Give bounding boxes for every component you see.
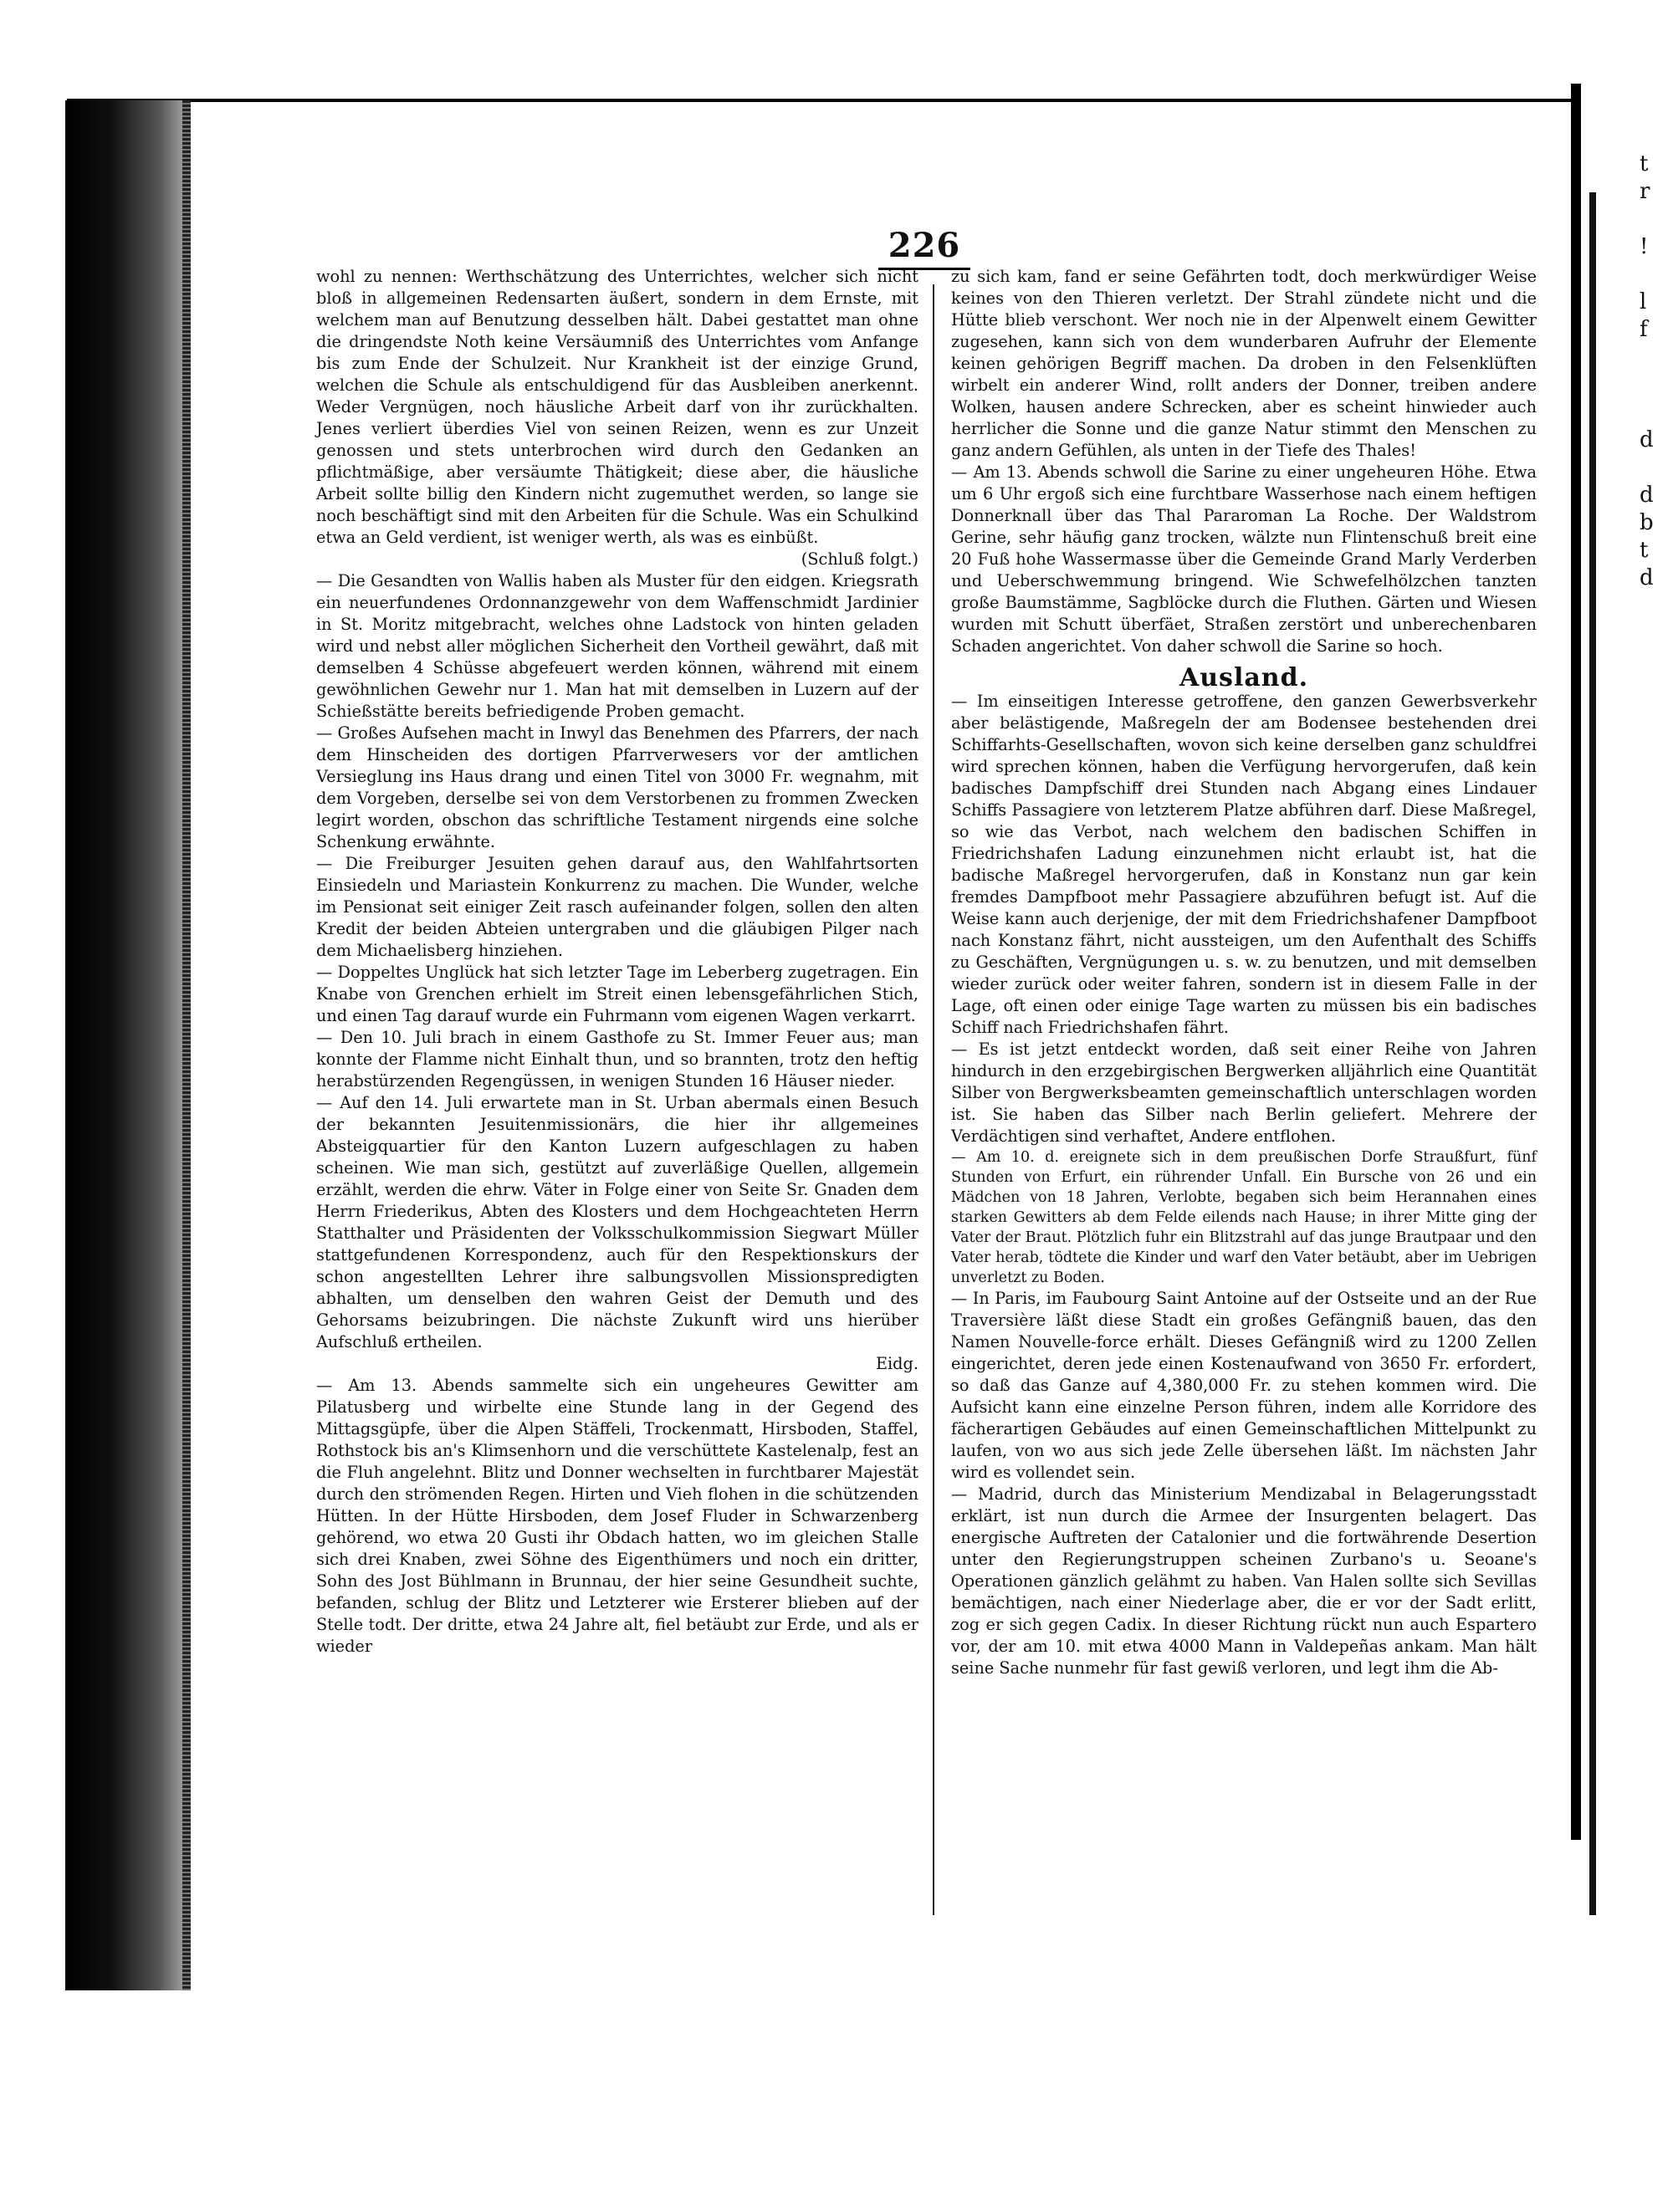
- column-divider: [933, 284, 934, 1915]
- paragraph: — Im einseitigen Interesse getroffene, den ganzen Gewerbsverkehr aber belästigende, Maßregeln der am Bodensee bestehenden drei Schiffarhts-Gesellschaften, wovon sich keine derselben ganz schuldfrei wird sprechen können, haben die Verfügung hervorgerufen, daß kein badisches Dampfschiff drei Stunden nach Abgang eines Lindauer Schiffs Passagiere von letzterem Platze abführen darf. Diese Maßregel, so wie das Verbot, nach welchem den badischen Schiffen in Friedrichshafen Ladung einzunehmen nicht erlaubt ist, hat die badische Maßregel hervorgerufen, daß in Konstanz nun gar kein fremdes Dampfboot mehr Passagiere abzuführen befugt ist. Auf die Weise kann auch derjenige, der mit dem Friedrichshafener Dampfboot nach Konstanz fährt, nicht aussteigen, um den Aufenthalt des Schiffs zu Geschäften, Vergnügungen u. s. w. zu benutzen, und mit demselben wieder zurück oder weiter fahren, sondern ist in diesem Falle in der Lage, oft einen oder einige Tage warten zu müssen bis ein badisches Schiff nach Friedrichshafen fährt.: [951, 692, 1537, 1037]
- right-column: [951, 266, 1537, 1679]
- next-page-fragments: t r ! l f d d b t d: [1640, 151, 1654, 590]
- scan-border: [67, 99, 1573, 102]
- paragraph: — Doppeltes Unglück hat sich letzter Tage im Leberberg zugetragen. Ein Knabe von Grenchen erhielt im Streit einen lebensgefährlichen Stich, und einen Tag darauf wurde ein Fuhrmann vom eigenen Wagen verkarrt.: [316, 963, 918, 1025]
- paragraph: — Den 10. Juli brach in einem Gasthofe zu St. Immer Feuer aus; man konnte der Flamme nicht Einhalt thun, und so brannten, trotz den heftig herabstürzenden Regengüssen, in wenigen Stunden 16 Häuser nieder.: [316, 1028, 918, 1091]
- paragraph: wohl zu nennen: Werthschätzung des Unterrichtes, welcher sich nicht bloß in allgemeinen Redensarten äußert, sondern in dem Ernste, mit welchem man auf Benutzung desselben hält. Dabei gestattet man ohne die dringendste Noth keine Versäumniß des Unterrichtes vom Anfange bis zum Ende der Schulzeit. Nur Krankheit ist der einzige Grund, welchen die Schule als entschuldigend für das Ausbleiben anerkennt. Weder Vergnügen, noch häusliche Arbeit darf von ihr zurückhalten. Jenes verliert überdies Viel von seinen Reizen, wenn es zur Unzeit genossen und stets unterbrochen wird durch den Gedanken an pflichtmäßige, aber versäumte Thätigkeit; diese aber, die häusliche Arbeit sollte billig den Kindern nicht zugemuthet werden, so lange sie noch beschäftigt sind mit den Arbeiten für die Schule. Was ein Schulkind etwa an Geld verdient, ist weniger werth, als was es einbüßt.: [316, 267, 918, 547]
- paragraph: zu sich kam, fand er seine Gefährten todt, doch merkwürdiger Weise keines von den Thieren verletzt. Der Strahl zündete nicht und die Hütte blieb verschont. Wer noch nie in der Alpenwelt einem Gewitter zugesehen, kann sich von dem wunderbaren Aufruhr der Elemente keinen gehörigen Begriff machen. Da droben in den Felsenklüften wirbelt ein anderer Wind, rollt anders der Donner, treiben andere Wolken, hausen andere Schrecken, aber es scheint hinwieder auch herrlicher die Sonne und die ganze Natur stimmt den Menschen zu ganz andern Gefühlen, als unten in der Tiefe des Thales!: [951, 267, 1537, 460]
- paragraph: — Die Freiburger Jesuiten gehen darauf aus, den Wahlfahrtsorten Einsiedeln und Mariastein Konkurrenz zu machen. Die Wunder, welche im Pensionat seit einiger Zeit rasch aufeinander folgen, sollen den alten Kredit der beiden Abteien untergraben und die gläubigen Pilger nach dem Michaelisberg hinziehen.: [316, 854, 918, 960]
- book-binding-left: [65, 100, 182, 1990]
- paragraph: — Am 13. Abends sammelte sich ein ungeheures Gewitter am Pilatusberg und wirbelte eine Stunde lang in der Gegend des Mittagsgüpfe, über die Alpen Stäffeli, Trockenmatt, Hirsboden, Staffel, Rothstock bis an's Klimsenhorn und die verschüttete Kastelenalp, fest an die Fluh angelehnt. Blitz und Donner wechselten in furchtbarer Majestät durch den strömenden Regen. Hirten und Vieh flohen in die schützenden Hütten. In der Hütte Hirsboden, dem Josef Fluder in Schwarzenberg gehörend, wo etwa 20 Gusti ihr Obdach hatten, wo im gleichen Stalle sich drei Knaben, zwei Söhne des Eigenthümers und noch ein dritter, Sohn des Jost Bühlmann in Brunnau, der hier seine Gesundheit suchte, befanden, schlug der Blitz und Letzterer wie Ersterer blieben auf der Stelle todt. Der dritte, etwa 24 Jahre alt, fiel betäubt zur Erde, und als er wieder: [316, 1376, 918, 1656]
- book-binding-right: [1571, 84, 1581, 1840]
- gutter-shadow: [1589, 192, 1596, 1915]
- paragraph: — Am 13. Abends schwoll die Sarine zu einer ungeheuren Höhe. Etwa um 6 Uhr ergoß sich eine furchtbare Wasserhose nach einem heftigen Donnerknall über das Thal Pararoman La Roche. Der Waldstrom Gerine, sehr häufig ganz trocken, wälzte nun Flintenschuß breit eine 20 Fuß hohe Wassermasse über die Gemeinde Grand Marly Verderben und Ueberschwemmung bringend. Wie Schwefelhölzchen tanzten große Baumstämme, Sagblöcke durch die Fluthen. Gärten und Wiesen wurden mit Schutt überfäet, Straßen zerstört und unberechenbaren Schaden angerichtet. Von daher schwoll die Sarine so hoch.: [951, 462, 1537, 656]
- paragraph: — Auf den 14. Juli erwartete man in St. Urban abermals einen Besuch der bekannten Jesuitenmissionärs, die hier ihr allgemeines Absteigquartier für den Kanton Luzern aufgeschlagen zu haben scheinen. Wie man sich, gestützt auf zuverläßige Quellen, allgemein erzählt, werden die ehrw. Väter in Folge einer von Seite Sr. Gnaden dem Herrn Friederikus, Abten des Klosters und dem Hochgeachteten Herrn Statthalter und Präsidenten der Volksschulkommission Siegwart Müller stattgefundenen Korrespondenz, auch für den Respektionskurs der schon angestellten Lehrer ihre salbungsvollen Missionspredigten abhalten, um denselben den wahren Geist der Demuth und des Gehorsams beizubringen. Die nächste Zukunft wird uns hierüber Aufschluß ertheilen.: [316, 1093, 918, 1351]
- paragraph: — Großes Aufsehen macht in Inwyl das Benehmen des Pfarrers, der nach dem Hinscheiden des dortigen Pfarrverwesers vor der amtlichen Versieglung ins Haus drang und einen Titel von 3000 Fr. wegnahm, mit dem Vorgeben, derselbe sei von dem Verstorbenen zu frommen Zwecken legirt worden, obschon das schriftliche Testament nirgends eine solche Schenkung erwähnte.: [316, 723, 918, 851]
- small-print-paragraph: — Am 10. d. ereignete sich in dem preußischen Dorfe Straußfurt, fünf Stunden von Erfurt, ein rührender Unfall. Ein Bursche von 26 und ein Mädchen von 18 Jahren, Verlobte, begaben sich beim Herannahen eines starken Gewitters ab dem Felde eilends nach Hause; in ihrer Mitte ging der Vater der Braut. Plötzlich fuhr ein Blitzstrahl auf das junge Brautpaar und den Vater herab, tödtete die Kinder und warf den Vater betäubt, aber im Uebrigen unverletzt zu Boden.: [951, 1149, 1537, 1286]
- section-heading-ausland: Ausland.: [1179, 663, 1309, 692]
- paragraph: — In Paris, im Faubourg Saint Antoine auf der Ostseite und an der Rue Traversière läßt diese Stadt ein großes Gefängniß bauen, das den Namen Nouvelle-force erhält. Dieses Gefängniß wird zu 1200 Zellen eingerichtet, deren jede einen Kostenaufwand von 3650 Fr. erfordert, so daß das Ganze auf 4,380,000 Fr. zu stehen kommen wird. Die Aufsicht kann eine einzelne Person führen, indem alle Korridore des fächerartigen Gebäudes auf einen Gemeinschaftlichen Mittelpunkt zu laufen, von wo aus sich jede Zelle übersehen läßt. Im nächsten Jahr wird es vollendet sein.: [951, 1289, 1537, 1482]
- left-column: [316, 266, 918, 1658]
- page-edges: [182, 100, 191, 1990]
- paragraph: — Die Gesandten von Wallis haben als Muster für den eidgen. Kriegsrath ein neuerfundenes Ordonnanzgewehr von dem Waffenschmidt Jardinier in St. Moritz mitgebracht, welches ohne Ladstock von hinten geladen wird und nebst aller möglichen Sicherheit den Vortheil gewährt, daß mit demselben 4 Schüsse abgefeuert werden können, während mit einem gewöhnlichen Gewehr nur 1. Man hat mit demselben in Luzern auf der Schießstätte bereits befriedigende Proben gemacht.: [316, 571, 918, 721]
- paragraph: — Madrid, durch das Ministerium Mendizabal in Belagerungsstadt erklärt, ist nun durch die Armee der Insurgenten belagert. Das energische Auftreten der Catalonier und die fortwährende Desertion unter den Regierungstruppen scheinen Zurbano's u. Seoane's Operationen gänzlich gelähmt zu haben. Van Halen sollte sich Sevillas bemächtigen, nach einer Niederlage aber, die er vor der Sadt erlitt, zog er sich gegen Cadix. In dieser Richtung rückt nun auch Espartero vor, der am 10. mit etwa 4000 Mann in Valdepeñas ankam. Man hält seine Sache nunmehr für fast gewiß verloren, und legt ihm die Ab-: [951, 1484, 1537, 1678]
- page-number: 226: [888, 226, 961, 265]
- continuation-note: (Schluß folgt.): [801, 549, 918, 569]
- source-tag: Eidg.: [875, 1354, 918, 1373]
- paragraph: — Es ist jetzt entdeckt worden, daß seit einer Reihe von Jahren hindurch in den erzgebirgischen Bergwerken alljährlich eine Quantität Silber von Bergwerksbeamten gemeinschaftlich unterschlagen worden ist. Sie haben das Silber nach Berlin geliefert. Mehrere der Verdächtigen sind verhaftet, Andere entflohen.: [951, 1040, 1537, 1146]
